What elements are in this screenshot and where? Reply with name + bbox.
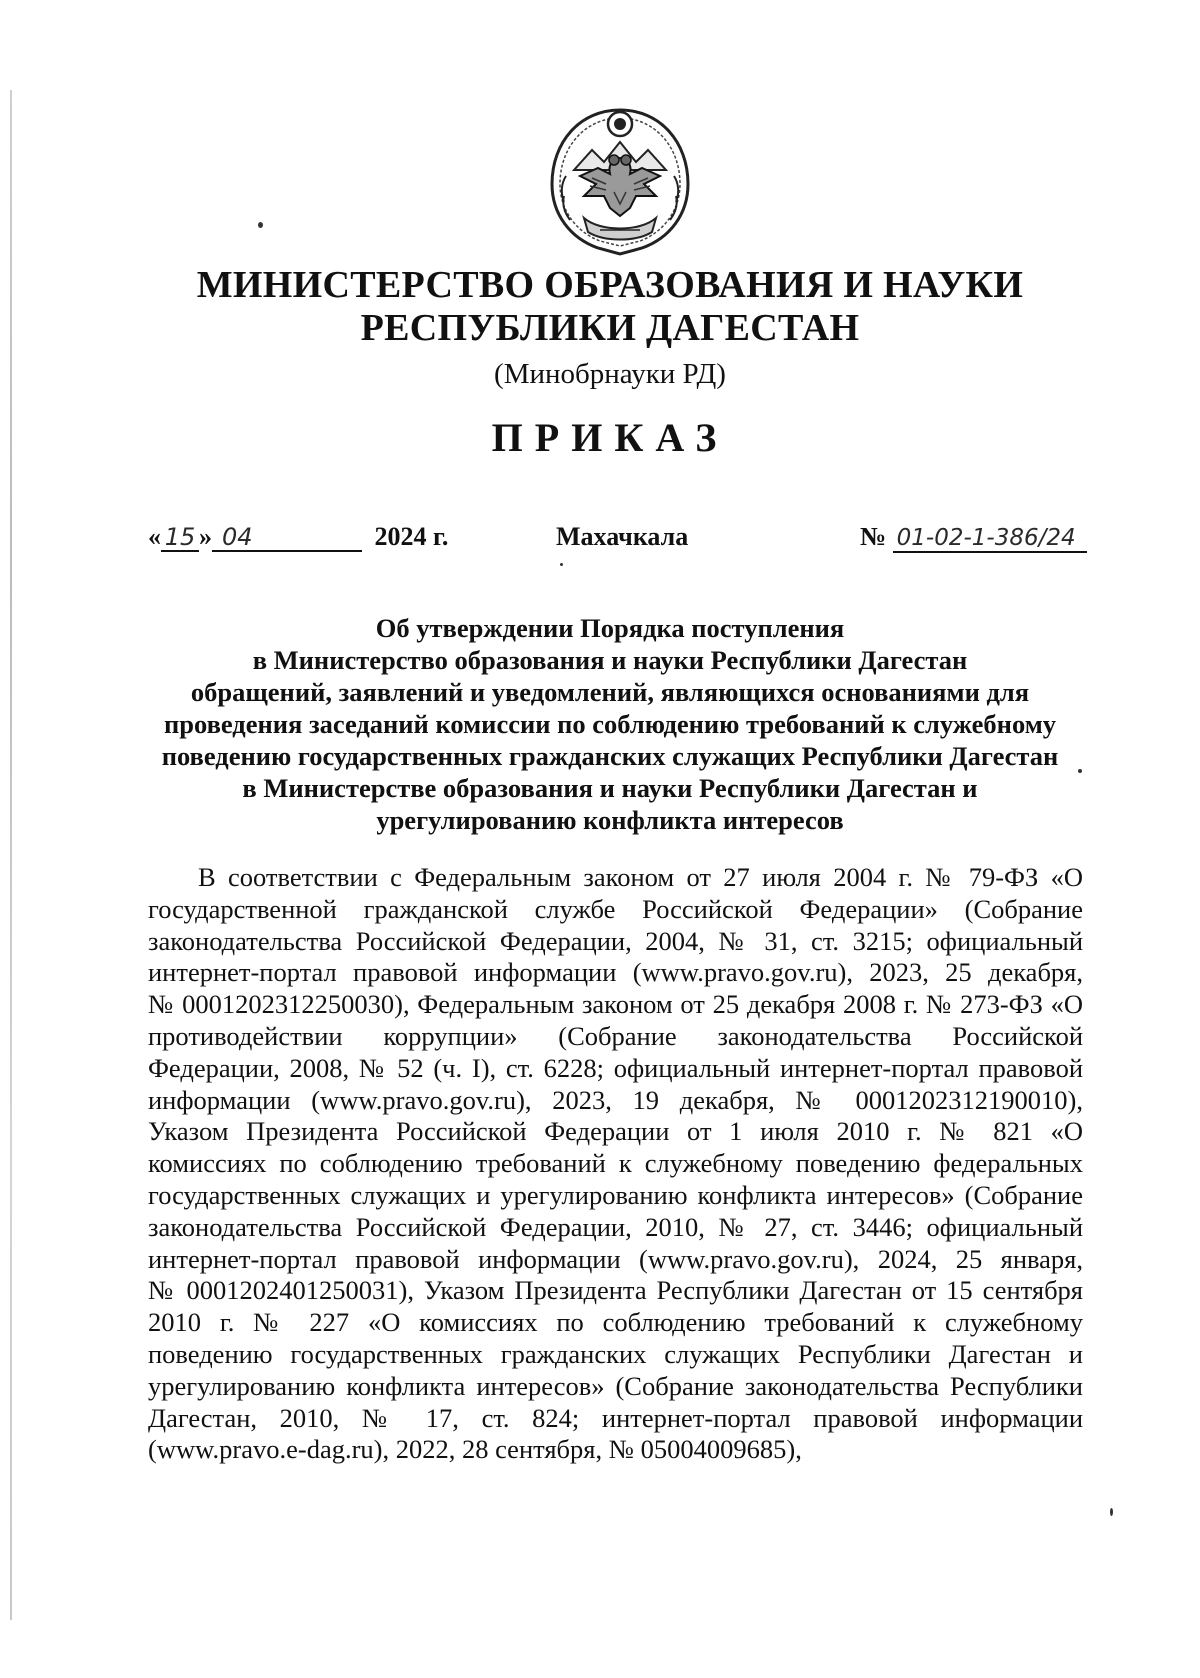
body-line: комиссиях по соблюдению требований к служебному поведению федеральных <box>148 1148 1083 1179</box>
subject-line: проведения заседаний комиссии по соблюдению требований к служебному <box>163 709 1056 739</box>
body-line: В соответствии с Федеральным законом от 27 июля 2004 г. № 79-ФЗ «О <box>198 862 1083 892</box>
subject-line: Об утверждении Порядка поступления <box>375 613 845 643</box>
body-line: 2010 г. № 227 «О комиссиях по соблюдению требований к служебному <box>148 1307 1083 1338</box>
body-line: противодействии коррупции» (Собрание законодательства Российской <box>148 1020 1083 1051</box>
subject-line: в Министерстве образования и науки Республики Дагестан и <box>242 773 978 803</box>
document-date <box>148 522 448 552</box>
body-line: урегулированию конфликта интересов» (Собрание законодательства Республики <box>148 1370 1083 1401</box>
body-line: законодательства Российской Федерации, 2010, № 27, ст. 3446; официальный <box>148 1211 1083 1242</box>
date-day: 15 <box>161 524 199 552</box>
number-value: 01-02-1-386/24 <box>893 525 1087 553</box>
document-body <box>148 862 1083 1466</box>
body-line: Федерации, 2008, № 52 (ч. I), ст. 6228; официальный интернет-портал правовой <box>148 1052 1083 1083</box>
org-title-line2: РЕСПУБЛИКИ ДАГЕСТАН <box>360 307 860 349</box>
date-year: 2024 г. <box>374 522 449 551</box>
scan-speck <box>1078 769 1082 773</box>
coat-of-arms-icon <box>540 92 700 262</box>
document-type: ПРИКАЗ <box>491 415 729 460</box>
scan-edge-line <box>10 90 12 1620</box>
document-meta-row <box>148 522 1098 562</box>
body-line: законодательства Российской Федерации, 2004, № 31, ст. 3215; официальный <box>148 925 1083 956</box>
document-subject <box>140 612 1080 836</box>
body-line: (www.pravo.e-dag.ru), 2022, 28 сентября, № 05004009685), <box>148 1434 802 1465</box>
subject-line: в Министерство образования и науки Республики Дагестан <box>252 645 968 675</box>
subject-line: обращений, заявлений и уведомлений, являющихся основаниями для <box>190 677 1030 707</box>
body-line: поведению государственных гражданских служащих Республики Дагестан и <box>148 1338 1083 1369</box>
scan-speck <box>560 563 563 566</box>
date-open-quote: « <box>148 522 161 551</box>
scan-speck <box>258 222 263 228</box>
body-line: государственных служащих и урегулированию конфликта интересов» (Собрание <box>148 1179 1083 1210</box>
body-line: Указом Президента Российской Федерации от 1 июля 2010 г. № 821 «О <box>148 1116 1083 1147</box>
body-line: государственной гражданской службе Российской Федерации» (Собрание <box>148 893 1083 924</box>
body-line: № 0001202312250030), Федеральным законом от 25 декабря 2008 г. № 273-ФЗ «О <box>148 989 1083 1020</box>
document-number <box>860 522 1087 553</box>
body-line: интернет-портал правовой информации (www.pravo.gov.ru), 2023, 25 декабря, <box>148 957 1083 988</box>
body-line: интернет-портал правовой информации (www.pravo.gov.ru), 2024, 25 января, <box>148 1243 1083 1274</box>
date-close-quote: » <box>199 522 212 551</box>
body-line: Дагестан, 2010, № 17, ст. 824; интернет-портал правовой информации <box>148 1402 1083 1433</box>
body-line: № 0001202401250031), Указом Президента Республики Дагестан от 15 сентября <box>148 1275 1083 1306</box>
org-short-name: (Минобрнауки РД) <box>494 358 726 390</box>
number-prefix: № <box>860 522 887 551</box>
body-line: информации (www.pravo.gov.ru), 2023, 19 декабря, № 0001202312190010), <box>148 1084 1083 1115</box>
document-city: Махачкала <box>556 522 689 551</box>
subject-line: поведению государственных гражданских служащих Республики Дагестан <box>161 741 1059 771</box>
subject-line: урегулированию конфликта интересов <box>376 805 844 835</box>
scan-speck <box>1110 1508 1113 1516</box>
date-month: 04 <box>212 524 362 552</box>
org-title-line1: МИНИСТЕРСТВО ОБРАЗОВАНИЯ И НАУКИ <box>196 264 1024 306</box>
